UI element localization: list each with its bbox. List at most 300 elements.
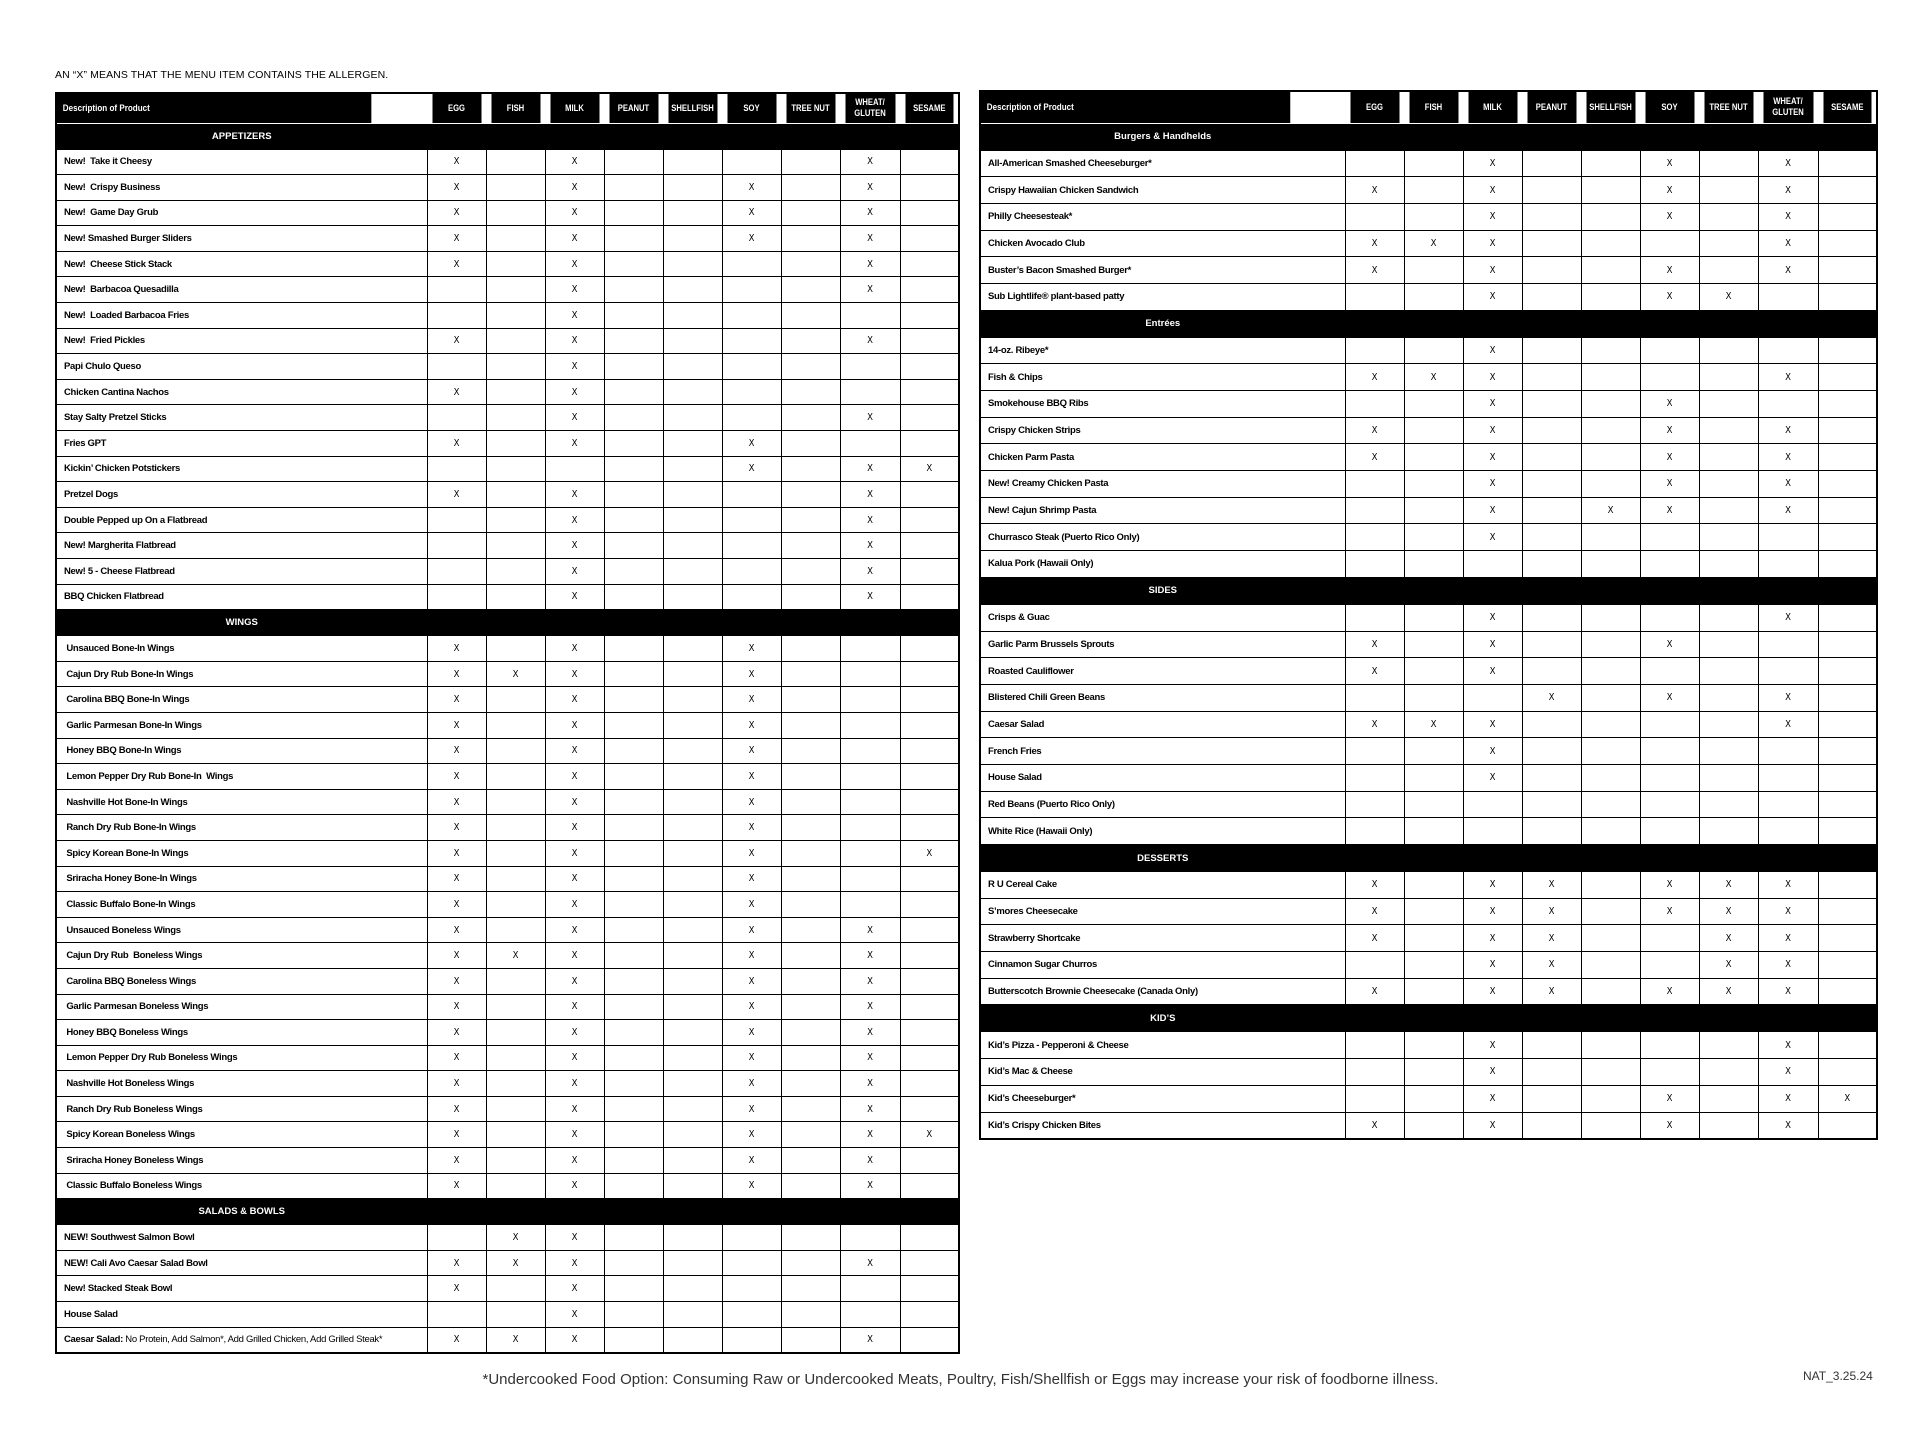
allergen-cell-egg: X (1345, 444, 1404, 471)
table-row (56, 1148, 959, 1174)
column-header-egg: EGG (431, 93, 481, 123)
allergen-cell-fish (486, 1122, 545, 1148)
table-row (56, 584, 959, 610)
allergen-cell-soy: X (722, 892, 781, 918)
allergen-cell-milk: X (545, 251, 604, 277)
allergen-cell-milk: X (545, 175, 604, 201)
product-name-text: Classic Buffalo Boneless Wings (64, 1180, 202, 1192)
section-filler-cell (1463, 1005, 1522, 1032)
allergen-cell-peanut (604, 917, 663, 943)
allergen-cell-egg: X (427, 943, 486, 969)
allergen-cell-soy (1640, 764, 1699, 791)
allergen-cell-sesame: X (900, 456, 959, 482)
section-filler-cell (486, 610, 545, 636)
allergen-cell-milk: X (1463, 658, 1522, 685)
allergen-cell-peanut (604, 1020, 663, 1046)
allergen-cell-sesame (900, 1020, 959, 1046)
allergen-cell-peanut (604, 1302, 663, 1328)
section-filler-cell (1581, 310, 1640, 337)
product-name (56, 584, 427, 610)
allergen-cell-fish (486, 1148, 545, 1174)
section-filler-cell (1404, 1005, 1463, 1032)
allergen-cell-wheat-gluten (1758, 551, 1818, 578)
allergen-cell-peanut (604, 405, 663, 431)
allergen-cell-sesame (900, 1071, 959, 1097)
allergen-cell-peanut (604, 379, 663, 405)
table-row (56, 917, 959, 943)
allergen-cell-wheat-gluten (840, 840, 900, 866)
allergen-cell-soy: X (722, 431, 781, 457)
product-name-text: New! Take it Cheesy (64, 156, 152, 168)
column-header-shellfish: SHELLFISH (1585, 91, 1635, 123)
allergen-cell-peanut (604, 1045, 663, 1071)
product-name (56, 968, 427, 994)
allergen-cell-sesame (1818, 257, 1877, 284)
allergen-cell-tree-nut (1699, 497, 1758, 524)
product-name (980, 711, 1345, 738)
product-name-text: New! Cheese Stick Stack (64, 258, 172, 270)
table-row (980, 524, 1877, 551)
allergen-cell-soy: X (722, 815, 781, 841)
allergen-cell-milk: X (1463, 952, 1522, 979)
allergen-cell-egg (427, 405, 486, 431)
allergen-cell-shellfish (663, 712, 722, 738)
allergen-cell-egg: X (427, 1096, 486, 1122)
table-row (980, 391, 1877, 418)
allergen-cell-fish (486, 1276, 545, 1302)
allergen-cell-milk: X (1463, 391, 1522, 418)
allergen-cell-sesame (1818, 283, 1877, 310)
allergen-cell-shellfish (1581, 364, 1640, 391)
allergen-cell-shellfish (663, 738, 722, 764)
allergen-cell-egg (1345, 818, 1404, 845)
table-row (56, 1225, 959, 1251)
allergen-cell-milk: X (1463, 925, 1522, 952)
product-name-text: Lemon Pepper Dry Rub Bone-In Wings (64, 770, 234, 782)
product-name-text: Garlic Parm Brussels Sprouts (988, 638, 1115, 650)
allergen-cell-milk: X (1463, 978, 1522, 1005)
allergen-cell-egg: X (1345, 711, 1404, 738)
allergen-cell-egg: X (427, 379, 486, 405)
table-row (56, 303, 959, 329)
allergen-cell-shellfish (1581, 551, 1640, 578)
allergen-cell-milk: X (545, 226, 604, 252)
allergen-cell-fish (1404, 658, 1463, 685)
table-row (56, 892, 959, 918)
allergen-cell-egg: X (1345, 658, 1404, 685)
product-name (980, 257, 1345, 284)
allergen-cell-milk: X (545, 764, 604, 790)
product-name (980, 497, 1345, 524)
allergen-cell-wheat-gluten: X (1758, 230, 1818, 257)
header-row (980, 91, 1877, 123)
allergen-cell-fish (1404, 1059, 1463, 1086)
column-header-fish: FISH (1408, 91, 1458, 123)
allergen-cell-fish (486, 533, 545, 559)
table-row (980, 337, 1877, 364)
allergen-cell-shellfish (663, 1122, 722, 1148)
section-filler-cell (1345, 577, 1404, 604)
allergen-cell-soy: X (722, 943, 781, 969)
allergen-cell-peanut (1522, 444, 1581, 471)
allergen-cell-wheat-gluten (1758, 658, 1818, 685)
allergen-cell-milk: X (1463, 150, 1522, 177)
product-name-text: Double Pepped up On a Flatbread (64, 514, 208, 526)
product-name (56, 994, 427, 1020)
product-name (980, 203, 1345, 230)
section-filler-cell (840, 1199, 900, 1225)
product-name-text: Crispy Hawaiian Chicken Sandwich (988, 184, 1139, 196)
product-name (56, 1276, 427, 1302)
allergen-cell-wheat-gluten (1758, 524, 1818, 551)
allergen-cell-fish (486, 482, 545, 508)
allergen-cell-wheat-gluten: X (840, 943, 900, 969)
allergen-cell-tree-nut (1699, 791, 1758, 818)
section-filler-cell (1345, 310, 1404, 337)
section-filler-cell (900, 1199, 959, 1225)
allergen-cell-fish (1404, 1032, 1463, 1059)
allergen-cell-sesame (900, 149, 959, 175)
allergen-cell-tree-nut (1699, 150, 1758, 177)
allergen-cell-tree-nut: X (1699, 925, 1758, 952)
product-name (56, 226, 427, 252)
allergen-cell-shellfish: X (1581, 497, 1640, 524)
product-name (980, 978, 1345, 1005)
allergen-cell-wheat-gluten (840, 764, 900, 790)
table-row (980, 1059, 1877, 1086)
allergen-cell-milk: X (545, 303, 604, 329)
product-name (56, 303, 427, 329)
section-filler-cell (1345, 123, 1404, 150)
allergen-cell-egg (427, 533, 486, 559)
allergen-cell-egg: X (1345, 417, 1404, 444)
section-header-salads-bowls (56, 1199, 959, 1225)
allergen-cell-fish (486, 456, 545, 482)
section-filler-cell (1818, 123, 1877, 150)
allergen-cell-tree-nut (781, 226, 840, 252)
table-row (980, 1032, 1877, 1059)
section-filler-cell (545, 1199, 604, 1225)
allergen-cell-fish (486, 1020, 545, 1046)
allergen-cell-fish (486, 559, 545, 585)
allergen-cell-shellfish (663, 507, 722, 533)
allergen-cell-shellfish (1581, 150, 1640, 177)
product-name (56, 866, 427, 892)
allergen-cell-soy: X (722, 1122, 781, 1148)
allergen-cell-fish (1404, 764, 1463, 791)
product-name-text: Honey BBQ Bone-In Wings (64, 745, 182, 757)
allergen-cell-sesame (900, 277, 959, 303)
allergen-cell-sesame (900, 1096, 959, 1122)
table-row (980, 925, 1877, 952)
allergen-cell-fish (486, 1173, 545, 1199)
allergen-cell-tree-nut (781, 1327, 840, 1353)
section-filler-cell (427, 1199, 486, 1225)
allergen-cell-shellfish (663, 431, 722, 457)
allergen-cell-peanut (604, 968, 663, 994)
allergen-cell-wheat-gluten (840, 1302, 900, 1328)
allergen-cell-tree-nut (781, 559, 840, 585)
product-name (980, 684, 1345, 711)
allergen-cell-egg: X (1345, 177, 1404, 204)
allergen-cell-fish (1404, 898, 1463, 925)
product-name (56, 789, 427, 815)
allergen-cell-tree-nut (781, 405, 840, 431)
allergen-cell-wheat-gluten: X (840, 175, 900, 201)
product-name-text: Chicken Parm Pasta (988, 451, 1074, 463)
allergen-cell-shellfish (663, 405, 722, 431)
product-name-text: R U Cereal Cake (988, 879, 1057, 891)
allergen-cell-peanut (1522, 1112, 1581, 1139)
product-name (56, 1302, 427, 1328)
allergen-cell-soy: X (722, 968, 781, 994)
table-row (980, 1112, 1877, 1139)
allergen-cell-sesame (1818, 177, 1877, 204)
allergen-cell-wheat-gluten: X (840, 456, 900, 482)
allergen-cell-egg: X (1345, 230, 1404, 257)
allergen-cell-shellfish (663, 200, 722, 226)
allergen-cell-milk: X (1463, 711, 1522, 738)
product-name-text: Spicy Korean Bone-In Wings (64, 847, 189, 859)
allergen-cell-sesame (1818, 1059, 1877, 1086)
allergen-cell-soy: X (722, 1096, 781, 1122)
allergen-cell-milk: X (545, 1250, 604, 1276)
allergen-cell-wheat-gluten (840, 379, 900, 405)
allergen-cell-sesame (1818, 872, 1877, 899)
table-row (980, 791, 1877, 818)
allergen-cell-shellfish (663, 354, 722, 380)
product-name (980, 872, 1345, 899)
allergen-cell-sesame: X (900, 840, 959, 866)
column-header-tree-nut: TREE NUT (1703, 91, 1753, 123)
allergen-cell-shellfish (663, 1148, 722, 1174)
allergen-cell-egg (1345, 1059, 1404, 1086)
allergen-cell-tree-nut (781, 866, 840, 892)
table-row (56, 379, 959, 405)
allergen-cell-soy: X (1640, 898, 1699, 925)
allergen-cell-soy (1640, 952, 1699, 979)
table-row (980, 497, 1877, 524)
product-name (980, 444, 1345, 471)
column-header-milk: MILK (549, 93, 599, 123)
allergen-cell-milk: X (545, 354, 604, 380)
allergen-cell-sesame (900, 1250, 959, 1276)
table-row (980, 872, 1877, 899)
table-row (56, 943, 959, 969)
allergen-cell-tree-nut (781, 1045, 840, 1071)
allergen-cell-fish (1404, 551, 1463, 578)
table-row (56, 738, 959, 764)
product-name (56, 738, 427, 764)
allergen-cell-tree-nut (781, 149, 840, 175)
allergen-cell-wheat-gluten: X (1758, 1085, 1818, 1112)
product-name-text: Philly Cheesesteak* (988, 211, 1073, 223)
allergen-cell-shellfish (663, 1276, 722, 1302)
allergen-cell-peanut (1522, 497, 1581, 524)
product-name (980, 738, 1345, 765)
allergen-cell-fish (1404, 791, 1463, 818)
allergen-cell-soy: X (722, 1020, 781, 1046)
allergen-cell-wheat-gluten: X (840, 277, 900, 303)
allergen-cell-soy (722, 277, 781, 303)
allergen-cell-shellfish (663, 1020, 722, 1046)
allergen-cell-fish (1404, 283, 1463, 310)
product-name-text: New! Loaded Barbacoa Fries (64, 309, 189, 321)
allergen-cell-milk: X (1463, 764, 1522, 791)
product-name-text: S’mores Cheesecake (988, 906, 1078, 918)
product-name-text: Nashville Hot Bone-In Wings (64, 796, 188, 808)
allergen-cell-egg: X (1345, 872, 1404, 899)
allergen-cell-wheat-gluten: X (840, 1250, 900, 1276)
allergen-cell-egg: X (427, 251, 486, 277)
allergen-cell-wheat-gluten: X (840, 200, 900, 226)
allergen-cell-shellfish (1581, 524, 1640, 551)
table-row (980, 150, 1877, 177)
allergen-cell-fish: X (486, 943, 545, 969)
allergen-cell-wheat-gluten: X (840, 482, 900, 508)
allergen-cell-peanut (604, 1096, 663, 1122)
allergen-cell-sesame (900, 892, 959, 918)
product-name (980, 631, 1345, 658)
allergen-cell-sesame (900, 1225, 959, 1251)
allergen-cell-tree-nut (1699, 417, 1758, 444)
allergen-cell-fish (486, 149, 545, 175)
allergen-cell-sesame (1818, 364, 1877, 391)
section-filler-cell (1818, 577, 1877, 604)
product-name (56, 149, 427, 175)
allergen-cell-peanut (1522, 257, 1581, 284)
allergen-cell-tree-nut (1699, 230, 1758, 257)
allergen-cell-soy (722, 379, 781, 405)
allergen-cell-wheat-gluten: X (840, 507, 900, 533)
product-name-text: Spicy Korean Boneless Wings (64, 1129, 195, 1141)
allergen-cell-wheat-gluten (840, 303, 900, 329)
table-row (56, 1276, 959, 1302)
allergen-cell-soy (1640, 738, 1699, 765)
product-name (56, 1250, 427, 1276)
section-filler-cell (1818, 1005, 1877, 1032)
allergen-cell-tree-nut (781, 379, 840, 405)
allergen-cell-milk: X (1463, 1032, 1522, 1059)
allergen-cell-tree-nut (1699, 711, 1758, 738)
allergen-cell-milk: X (545, 789, 604, 815)
allergen-cell-egg: X (427, 712, 486, 738)
allergen-cell-tree-nut (1699, 1112, 1758, 1139)
allergen-cell-wheat-gluten: X (1758, 952, 1818, 979)
allergen-cell-milk: X (545, 1327, 604, 1353)
section-filler-cell (1699, 310, 1758, 337)
allergen-cell-fish (486, 892, 545, 918)
allergen-cell-shellfish (1581, 738, 1640, 765)
allergen-cell-shellfish (1581, 1085, 1640, 1112)
allergen-cell-peanut: X (1522, 872, 1581, 899)
allergen-cell-milk: X (545, 328, 604, 354)
product-name (980, 391, 1345, 418)
section-header-burgers-handhelds (980, 123, 1877, 150)
allergen-cell-sesame (1818, 524, 1877, 551)
allergen-cell-shellfish (663, 328, 722, 354)
allergen-cell-soy (1640, 604, 1699, 631)
product-name-text: Kickin’ Chicken Potstickers (64, 463, 180, 475)
product-name (980, 1032, 1345, 1059)
product-name (56, 661, 427, 687)
allergen-cell-sesame (900, 379, 959, 405)
allergen-cell-egg: X (427, 968, 486, 994)
allergen-cell-soy (722, 533, 781, 559)
product-name (56, 1096, 427, 1122)
allergen-cell-shellfish (663, 303, 722, 329)
product-name (56, 431, 427, 457)
allergen-cell-tree-nut (781, 892, 840, 918)
allergen-cell-tree-nut (781, 815, 840, 841)
product-name-text: New! Stacked Steak Bowl (64, 1283, 173, 1295)
product-name-text: New! Fried Pickles (64, 335, 145, 347)
allergen-cell-tree-nut: X (1699, 283, 1758, 310)
section-filler-cell (781, 610, 840, 636)
allergen-cell-soy (722, 251, 781, 277)
allergen-cell-tree-nut (781, 1276, 840, 1302)
table-row (56, 687, 959, 713)
allergen-cell-milk (545, 456, 604, 482)
allergen-cell-shellfish (663, 917, 722, 943)
allergen-cell-milk: X (545, 482, 604, 508)
allergen-cell-egg: X (427, 994, 486, 1020)
allergen-cell-peanut (1522, 818, 1581, 845)
allergen-cell-fish (486, 584, 545, 610)
product-name-text: New! Barbacoa Quesadilla (64, 284, 179, 296)
allergen-cell-wheat-gluten: X (840, 1327, 900, 1353)
allergen-cell-shellfish (663, 149, 722, 175)
allergen-cell-milk: X (545, 1096, 604, 1122)
allergen-cell-peanut (1522, 1032, 1581, 1059)
product-name (56, 405, 427, 431)
allergen-cell-peanut (604, 661, 663, 687)
allergen-cell-milk: X (545, 636, 604, 662)
table-row (56, 1302, 959, 1328)
allergen-cell-peanut (604, 456, 663, 482)
allergen-cell-wheat-gluten: X (1758, 471, 1818, 498)
product-name (56, 917, 427, 943)
product-name-text: Carolina BBQ Boneless Wings (64, 975, 196, 987)
allergen-cell-tree-nut (781, 1302, 840, 1328)
section-filler-cell (1522, 577, 1581, 604)
section-filler-cell (486, 123, 545, 149)
allergen-cell-fish (486, 328, 545, 354)
allergen-cell-milk: X (545, 712, 604, 738)
allergen-cell-shellfish (663, 1045, 722, 1071)
allergen-cell-peanut (1522, 791, 1581, 818)
table-row (56, 226, 959, 252)
allergen-cell-milk: X (545, 687, 604, 713)
section-filler-cell (486, 1199, 545, 1225)
section-filler-cell (1640, 1005, 1699, 1032)
allergen-cell-tree-nut (781, 456, 840, 482)
product-name (980, 283, 1345, 310)
allergen-cell-egg (1345, 337, 1404, 364)
product-name-text: Stay Salty Pretzel Sticks (64, 412, 167, 424)
allergen-cell-egg (1345, 791, 1404, 818)
allergen-cell-fish: X (486, 1250, 545, 1276)
allergen-cell-tree-nut (781, 354, 840, 380)
section-filler-cell (1345, 1005, 1404, 1032)
allergen-cell-tree-nut (781, 303, 840, 329)
allergen-cell-sesame (900, 738, 959, 764)
allergen-cell-tree-nut (781, 1225, 840, 1251)
table-row (56, 328, 959, 354)
allergen-cell-shellfish (1581, 444, 1640, 471)
section-title: WINGS (56, 610, 427, 636)
allergen-cell-tree-nut (781, 840, 840, 866)
